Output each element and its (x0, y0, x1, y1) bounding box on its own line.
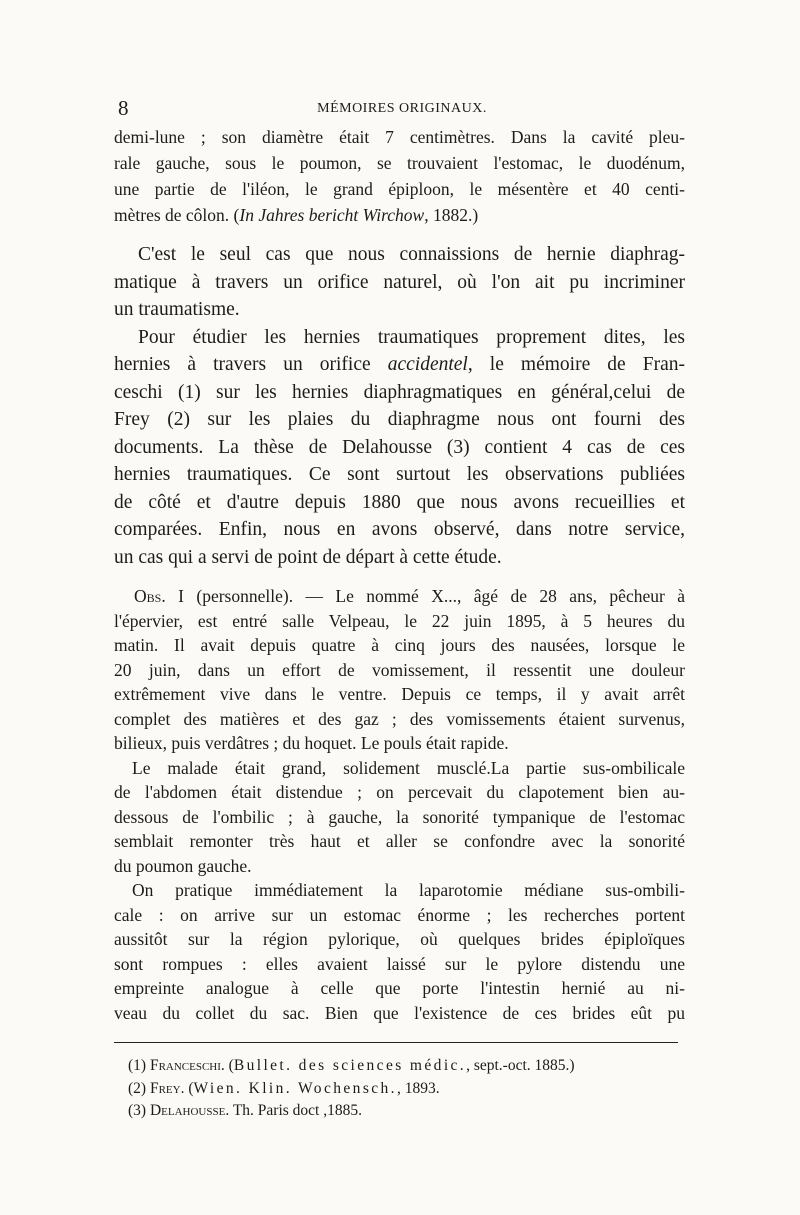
text-line: empreinte analogue à celle que porte l'intestin hernié au ni- (114, 978, 685, 998)
text-line: hernies traumatiques. Ce sont surtout les observations publiées (114, 464, 685, 485)
observation-paragraph (114, 584, 685, 756)
text-line: mètres de côlon. (In Jahres bericht Wirchow, 1882.) (114, 205, 479, 225)
footnote-number: (3) (128, 1102, 147, 1119)
paragraph (114, 241, 685, 324)
text-line: ceschi (1) sur les hernies diaphragmatiques en général,celui de (114, 381, 685, 403)
footnote-rule (114, 1042, 678, 1043)
text-line: matique à travers un orifice naturel, où l'on ait pu incriminer (114, 271, 685, 293)
text-line: du poumon gauche. (114, 855, 252, 876)
text-line: Le malade était grand, solidement musclé.La partie sus-ombilicale (132, 757, 685, 778)
footnote (128, 1055, 668, 1078)
footnote (128, 1100, 668, 1123)
italic-word: accidentel (387, 354, 468, 375)
text-fragment: hernies à travers un orifice (114, 354, 371, 375)
footnote-number: (1) (128, 1057, 147, 1074)
footnote-paren: ( (228, 1057, 234, 1074)
text-line: comparées. Enfin, nous en avons observé, dans notre service, (114, 519, 685, 540)
footnote (128, 1078, 668, 1101)
citation-italic: In Jahres bericht Wirchow (239, 205, 425, 225)
text-line: une partie de l'iléon, le grand épiploon, le mésentère et 40 centi- (114, 179, 685, 199)
text-line: Frey (2) sur les plaies du diaphragme nous ont fourni des (114, 409, 685, 430)
text-line: rale gauche, sous le poumon, se trouvaient l'estomac, le duodénum, (114, 153, 685, 173)
footnotes (128, 1055, 668, 1123)
page-number: 8 (118, 96, 129, 120)
footnote-date: , 1893. (396, 1079, 440, 1097)
text-line: aussitôt sur la région pylorique, où quelques brides épiploïques (114, 929, 685, 949)
paragraph-continuation (114, 124, 685, 228)
main-text (114, 124, 685, 1025)
page-header (112, 96, 692, 124)
paragraph (114, 324, 685, 572)
text-line: On pratique immédiatement la laparotomie médiane sus-ombili- (132, 880, 685, 900)
text-line: complet des matières et des gaz ; des vomissements étaient survenus, (114, 708, 685, 729)
text-line: veau du collet du sac. Bien que l'existence de ces brides eût pu (114, 1002, 685, 1023)
text-line: de l'abdomen était distendue ; on percevait du clapotement bien au- (114, 782, 685, 802)
text-line: un traumatisme. (114, 299, 240, 320)
text-fragment: , le mémoire de Fran- (467, 354, 685, 375)
footnote-reference: Th. Paris doct (232, 1102, 320, 1119)
text-fragment: mètres de côlon. (114, 205, 230, 225)
footnote-author: Delahousse. (149, 1102, 230, 1119)
text-line: sont rompues : elles avaient laissé sur le pylore distendu une (114, 953, 685, 974)
text-line (114, 584, 685, 609)
text-line: l'épervier, est entré salle Velpeau, le 22 juin 1895, à 5 heures du (114, 610, 685, 631)
text-line: semblait remonter très haut et aller se confondre avec la sonorité (114, 831, 685, 851)
footnote-paren: ( (188, 1079, 194, 1097)
text-line: un cas qui a servi de point de départ à cette étude. (114, 546, 502, 568)
text-line: cale : on arrive sur un estomac énorme ; les recherches portent (114, 904, 685, 925)
text-fragment: 1882.) (432, 205, 479, 225)
text-line: documents. La thèse de Delahousse (3) contient 4 cas de ces (114, 436, 685, 458)
text-line: 20 juin, dans un effort de vomissement, il ressentit une douleur (114, 659, 685, 680)
footnote-reference: Bullet. des sciences médic. (233, 1057, 467, 1074)
text-fragment: (personnelle). — Le nommé X..., âgé de 28 ans, pêcheur à (196, 586, 685, 606)
text-line: extrêmement vive dans le ventre. Depuis ce temps, il y avait arrêt (114, 684, 685, 704)
paragraph (114, 878, 685, 1025)
text-line: bilieux, puis verdâtres ; du hoquet. Le pouls était rapide. (114, 733, 509, 753)
footnote-reference: Wien. Klin. Wochensch. (193, 1079, 397, 1097)
text-line: Pour étudier les hernies traumatiques proprement dites, les (138, 326, 685, 348)
footnote-author: Franceschi. (149, 1057, 225, 1074)
footnote-date: ,1885. (319, 1102, 362, 1119)
text-line: demi-lune ; son diamètre était 7 centimètres. Dans la cavité pleu- (114, 127, 685, 147)
text-line: matin. Il avait depuis quatre à cinq jours des nausées, lorsque le (114, 635, 685, 655)
text-line: de côté et d'autre depuis 1880 que nous avons recueillies et (114, 491, 685, 513)
footnote-number: (2) (128, 1079, 147, 1097)
footnote-author: Frey. (149, 1079, 185, 1097)
running-title: MÉMOIRES ORIGINAUX. (317, 101, 487, 116)
text-line (114, 351, 685, 379)
text-line: C'est le seul cas que nous connaissions de hernie diaphrag- (138, 244, 685, 265)
observation-label: Obs. I (134, 586, 184, 606)
paragraph (114, 756, 685, 879)
footnote-date: , sept.-oct. 1885.) (466, 1057, 575, 1074)
text-line: dessous de l'ombilic ; à gauche, la sonorité tympanique de l'estomac (114, 806, 685, 827)
